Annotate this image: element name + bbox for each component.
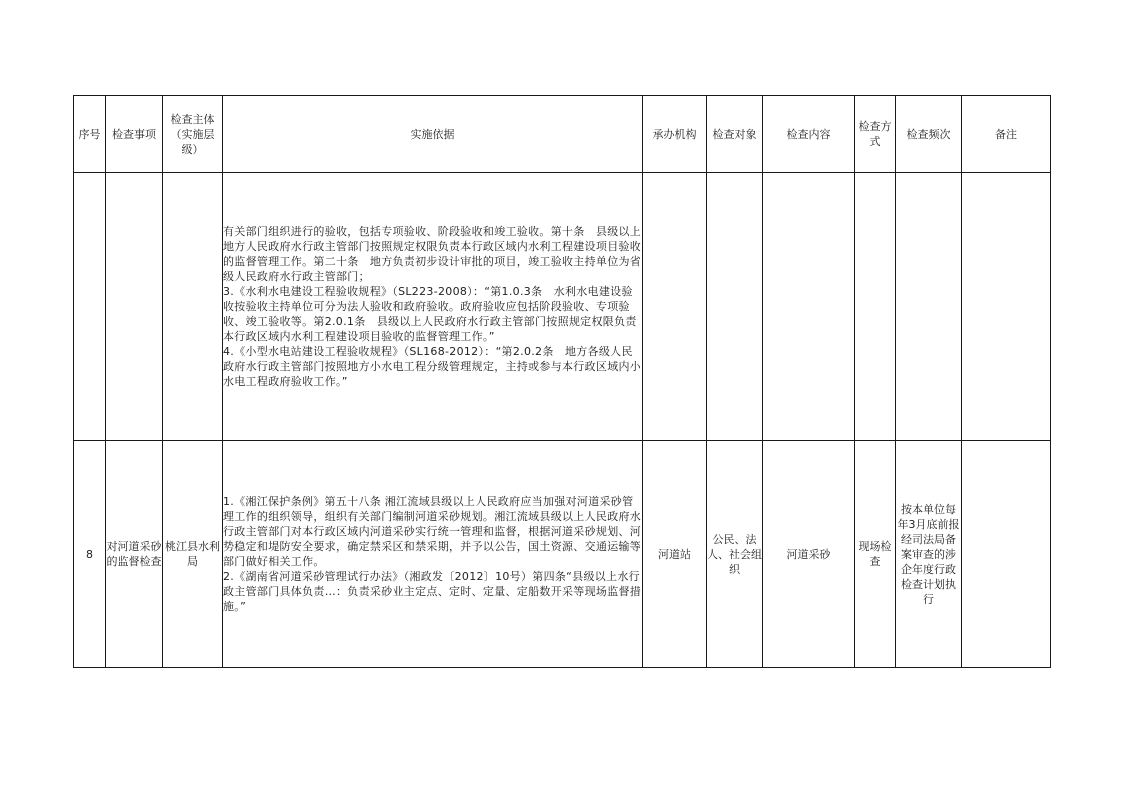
cell-content: 河道采砂 — [763, 441, 855, 668]
cell-seq — [74, 173, 106, 441]
cell-remarks — [962, 441, 1051, 668]
cell-basis — [223, 441, 643, 668]
cell-subject: 桃江县水利局 — [163, 441, 223, 668]
cell-frequency — [896, 173, 962, 441]
table-row — [74, 173, 1051, 441]
header-frequency: 检查频次 — [896, 96, 962, 173]
cell-content — [763, 173, 855, 441]
header-item: 检查事项 — [106, 96, 163, 173]
header-agency: 承办机构 — [643, 96, 707, 173]
table-row — [74, 441, 1051, 668]
cell-subject — [163, 173, 223, 441]
cell-remarks — [962, 173, 1051, 441]
cell-method — [855, 173, 896, 441]
cell-target — [707, 173, 763, 441]
inspection-table — [73, 95, 1051, 668]
header-remarks: 备注 — [962, 96, 1051, 173]
header-row — [74, 96, 1051, 173]
header-content: 检查内容 — [763, 96, 855, 173]
header-subject: 检查主体（实施层级） — [163, 96, 223, 173]
header-method: 检查方式 — [855, 96, 896, 173]
cell-agency: 河道站 — [643, 441, 707, 668]
cell-target: 公民、法人、社会组织 — [707, 441, 763, 668]
header-target: 检查对象 — [707, 96, 763, 173]
header-seq: 序号 — [74, 96, 106, 173]
cell-item: 对河道采砂的监督检查 — [106, 441, 163, 668]
header-basis: 实施依据 — [223, 96, 643, 173]
basis-paragraph: 有关部门组织进行的验收，包括专项验收、阶段验收和竣工验收。第十条 县级以上地方人民政府水行政主管部门按照规定权限负责本行政区域内水利工程建设项目验收的监督管理工作。第二十条 地方负责初步设计审批的项目，竣工验收主持单位为省级人民政府水行政主管部门； — [223, 225, 642, 283]
basis-paragraph: 1.《湘江保护条例》第五十八条 湘江流域县级以上人民政府应当加强对河道采砂管理工作的组织领导，组织有关部门编制河道采砂规划。湘江流域县级以上人民政府水行政主管部门对本行政区域内河道采砂实行统一管理和监督，根据河道采砂规划、河势稳定和堤防安全要求，确定禁采区和禁采期，并予以公告，国土资源、交通运输等部门做好相关工作。 — [223, 495, 642, 568]
basis-paragraph: 2.《湖南省河道采砂管理试行办法》（湘政发〔2012〕10号）第四条“县级以上水行政主管部门具体负责…：负责采砂业主定点、定时、定量、定船数开采等现场监督措施。” — [223, 570, 642, 613]
cell-agency — [643, 173, 707, 441]
cell-item — [106, 173, 163, 441]
cell-basis — [223, 173, 643, 441]
cell-method: 现场检查 — [855, 441, 896, 668]
cell-seq: 8 — [74, 441, 106, 668]
cell-frequency: 按本单位每年3月底前报经司法局备案审查的涉企年度行政检查计划执行 — [896, 441, 962, 668]
basis-paragraph: 4.《小型水电站建设工程验收规程》（SL168-2012）：“第2.0.2条 地方各级人民政府水行政主管部门按照地方小水电工程分级管理规定，主持或参与本行政区域内小水电工程政府验收工作。” — [223, 345, 642, 388]
basis-paragraph: 3.《水利水电建设工程验收规程》（SL223-2008）：“第1.0.3条 水利水电建设验收按验收主持单位可分为法人验收和政府验收。政府验收应包括阶段验收、专项验收、竣工验收等。第2.0.1条 县级以上人民政府水行政主管部门按照规定权限负责本行政区域内水利工程建设项目验收的监督管理工作。” — [223, 285, 637, 343]
